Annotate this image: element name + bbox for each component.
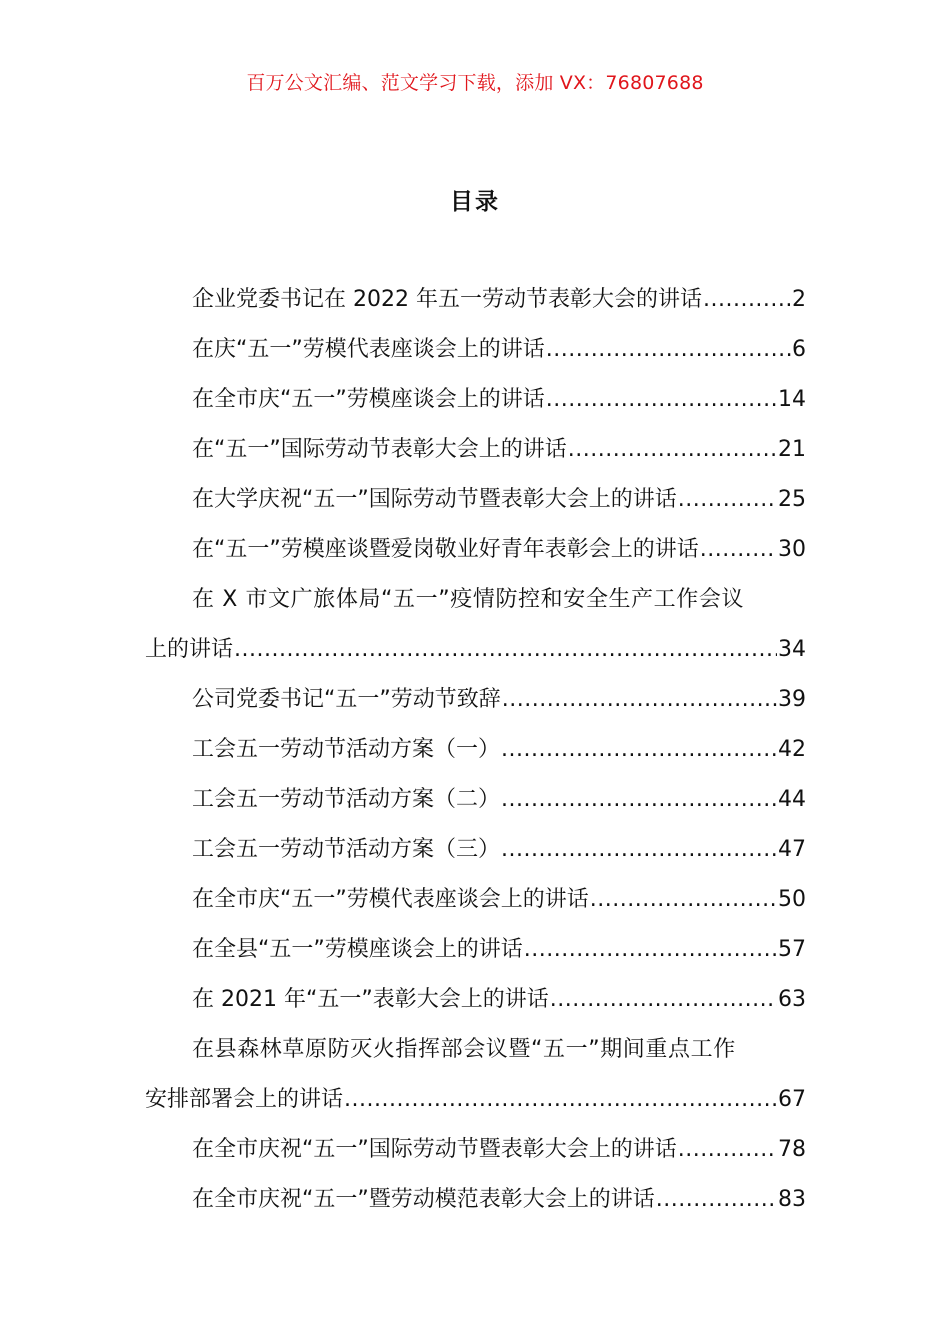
watermark-header: 百万公文汇编、范文学习下载，添加 VX：76807688 <box>246 72 704 94</box>
toc-entry-page: 25 <box>778 487 806 512</box>
toc-entry-title: 在全市庆“五一”劳模座谈会上的讲话 <box>192 387 545 412</box>
toc-leader-dots <box>678 475 777 525</box>
toc-entry-page: 34 <box>778 637 806 662</box>
toc-leader-dots <box>502 675 777 725</box>
toc-entry[interactable] <box>145 975 806 1025</box>
toc-leader-dots <box>678 1125 777 1175</box>
toc-entry[interactable] <box>145 625 806 675</box>
toc-entry-title: 在全市庆祝“五一”暨劳动模范表彰大会上的讲话 <box>192 1187 655 1212</box>
toc-leader-dots <box>524 925 777 975</box>
toc-leader-dots <box>501 725 777 775</box>
toc-entry-title-line2: 上的讲话 <box>145 637 234 662</box>
toc-entry-title: 在庆“五一”劳模代表座谈会上的讲话 <box>192 337 545 362</box>
toc-entry-page: 21 <box>778 437 806 462</box>
toc-entry-title: 在全县“五一”劳模座谈会上的讲话 <box>192 937 523 962</box>
toc-leader-dots <box>501 775 777 825</box>
toc-entry-title: 工会五一劳动节活动方案（二） <box>192 787 501 812</box>
toc-entry-wrapped-line[interactable] <box>145 575 806 625</box>
toc-entry[interactable] <box>145 425 806 475</box>
toc-leader-dots <box>546 325 791 375</box>
toc-leader-dots <box>656 1175 777 1225</box>
toc-entry-page: 50 <box>778 887 806 912</box>
toc-entry-page: 6 <box>792 337 806 362</box>
toc-entry-title: 工会五一劳动节活动方案（三） <box>192 837 501 862</box>
toc-leader-dots <box>568 425 777 475</box>
toc-entry-title: 在全市庆祝“五一”国际劳动节暨表彰大会上的讲话 <box>192 1137 677 1162</box>
toc-leader-dots <box>590 875 777 925</box>
toc-entry[interactable] <box>145 675 806 725</box>
toc-entry-title: 在 2021 年“五一”表彰大会上的讲话 <box>192 987 549 1012</box>
toc-entry-page: 42 <box>778 737 806 762</box>
toc-leader-dots <box>546 375 777 425</box>
toc-entry[interactable] <box>145 325 806 375</box>
toc-entry-title: 企业党委书记在 2022 年五一劳动节表彰大会的讲话 <box>192 287 702 312</box>
toc-leader-dots <box>234 625 777 675</box>
toc-entry-page: 78 <box>778 1137 806 1162</box>
toc-entry-page: 57 <box>778 937 806 962</box>
toc-entry-page: 39 <box>778 687 806 712</box>
toc-entry-page: 83 <box>778 1187 806 1212</box>
toc-entry-title: 工会五一劳动节活动方案（一） <box>192 737 501 762</box>
toc-entry-page: 47 <box>778 837 806 862</box>
toc-leader-dots <box>700 525 777 575</box>
toc-leader-dots <box>550 975 777 1025</box>
toc-entry-title: 在“五一”劳模座谈暨爱岗敬业好青年表彰会上的讲话 <box>192 537 699 562</box>
toc-entry-page: 30 <box>778 537 806 562</box>
toc-entry-title: 公司党委书记“五一”劳动节致辞 <box>192 687 501 712</box>
toc-entry[interactable] <box>145 875 806 925</box>
toc-entry[interactable] <box>145 775 806 825</box>
toc-entry[interactable] <box>145 525 806 575</box>
toc-leader-dots <box>344 1075 777 1125</box>
toc-entry-wrapped-line[interactable] <box>145 1025 806 1075</box>
toc-entry[interactable] <box>145 1175 806 1225</box>
page-title: 目录 <box>450 189 500 215</box>
toc-entry-page: 44 <box>778 787 806 812</box>
toc-entry-title-line2: 安排部署会上的讲话 <box>145 1087 344 1112</box>
toc-entry[interactable] <box>145 925 806 975</box>
toc-entry-page: 63 <box>778 987 806 1012</box>
toc-entry[interactable] <box>145 475 806 525</box>
toc-entry[interactable] <box>145 725 806 775</box>
toc-entry-title: 在大学庆祝“五一”国际劳动节暨表彰大会上的讲话 <box>192 487 677 512</box>
toc-leader-dots <box>501 825 777 875</box>
toc-entry[interactable] <box>145 1075 806 1125</box>
toc-entry[interactable] <box>145 375 806 425</box>
toc-entry[interactable] <box>145 1125 806 1175</box>
toc-entry-title: 在全市庆“五一”劳模代表座谈会上的讲话 <box>192 887 589 912</box>
toc-entry-page: 14 <box>778 387 806 412</box>
table-of-contents <box>145 275 806 1225</box>
toc-entry-page: 67 <box>778 1087 806 1112</box>
toc-entry-title-line1: 在县森林草原防灭火指挥部会议暨“五一”期间重点工作 <box>192 1037 736 1062</box>
toc-entry-title-line1: 在 X 市文广旅体局“五一”疫情防控和安全生产工作会议 <box>192 587 745 612</box>
toc-entry-title: 在“五一”国际劳动节表彰大会上的讲话 <box>192 437 567 462</box>
toc-leader-dots <box>703 275 791 325</box>
toc-entry[interactable] <box>145 275 806 325</box>
toc-entry[interactable] <box>145 825 806 875</box>
toc-entry-page: 2 <box>792 287 806 312</box>
